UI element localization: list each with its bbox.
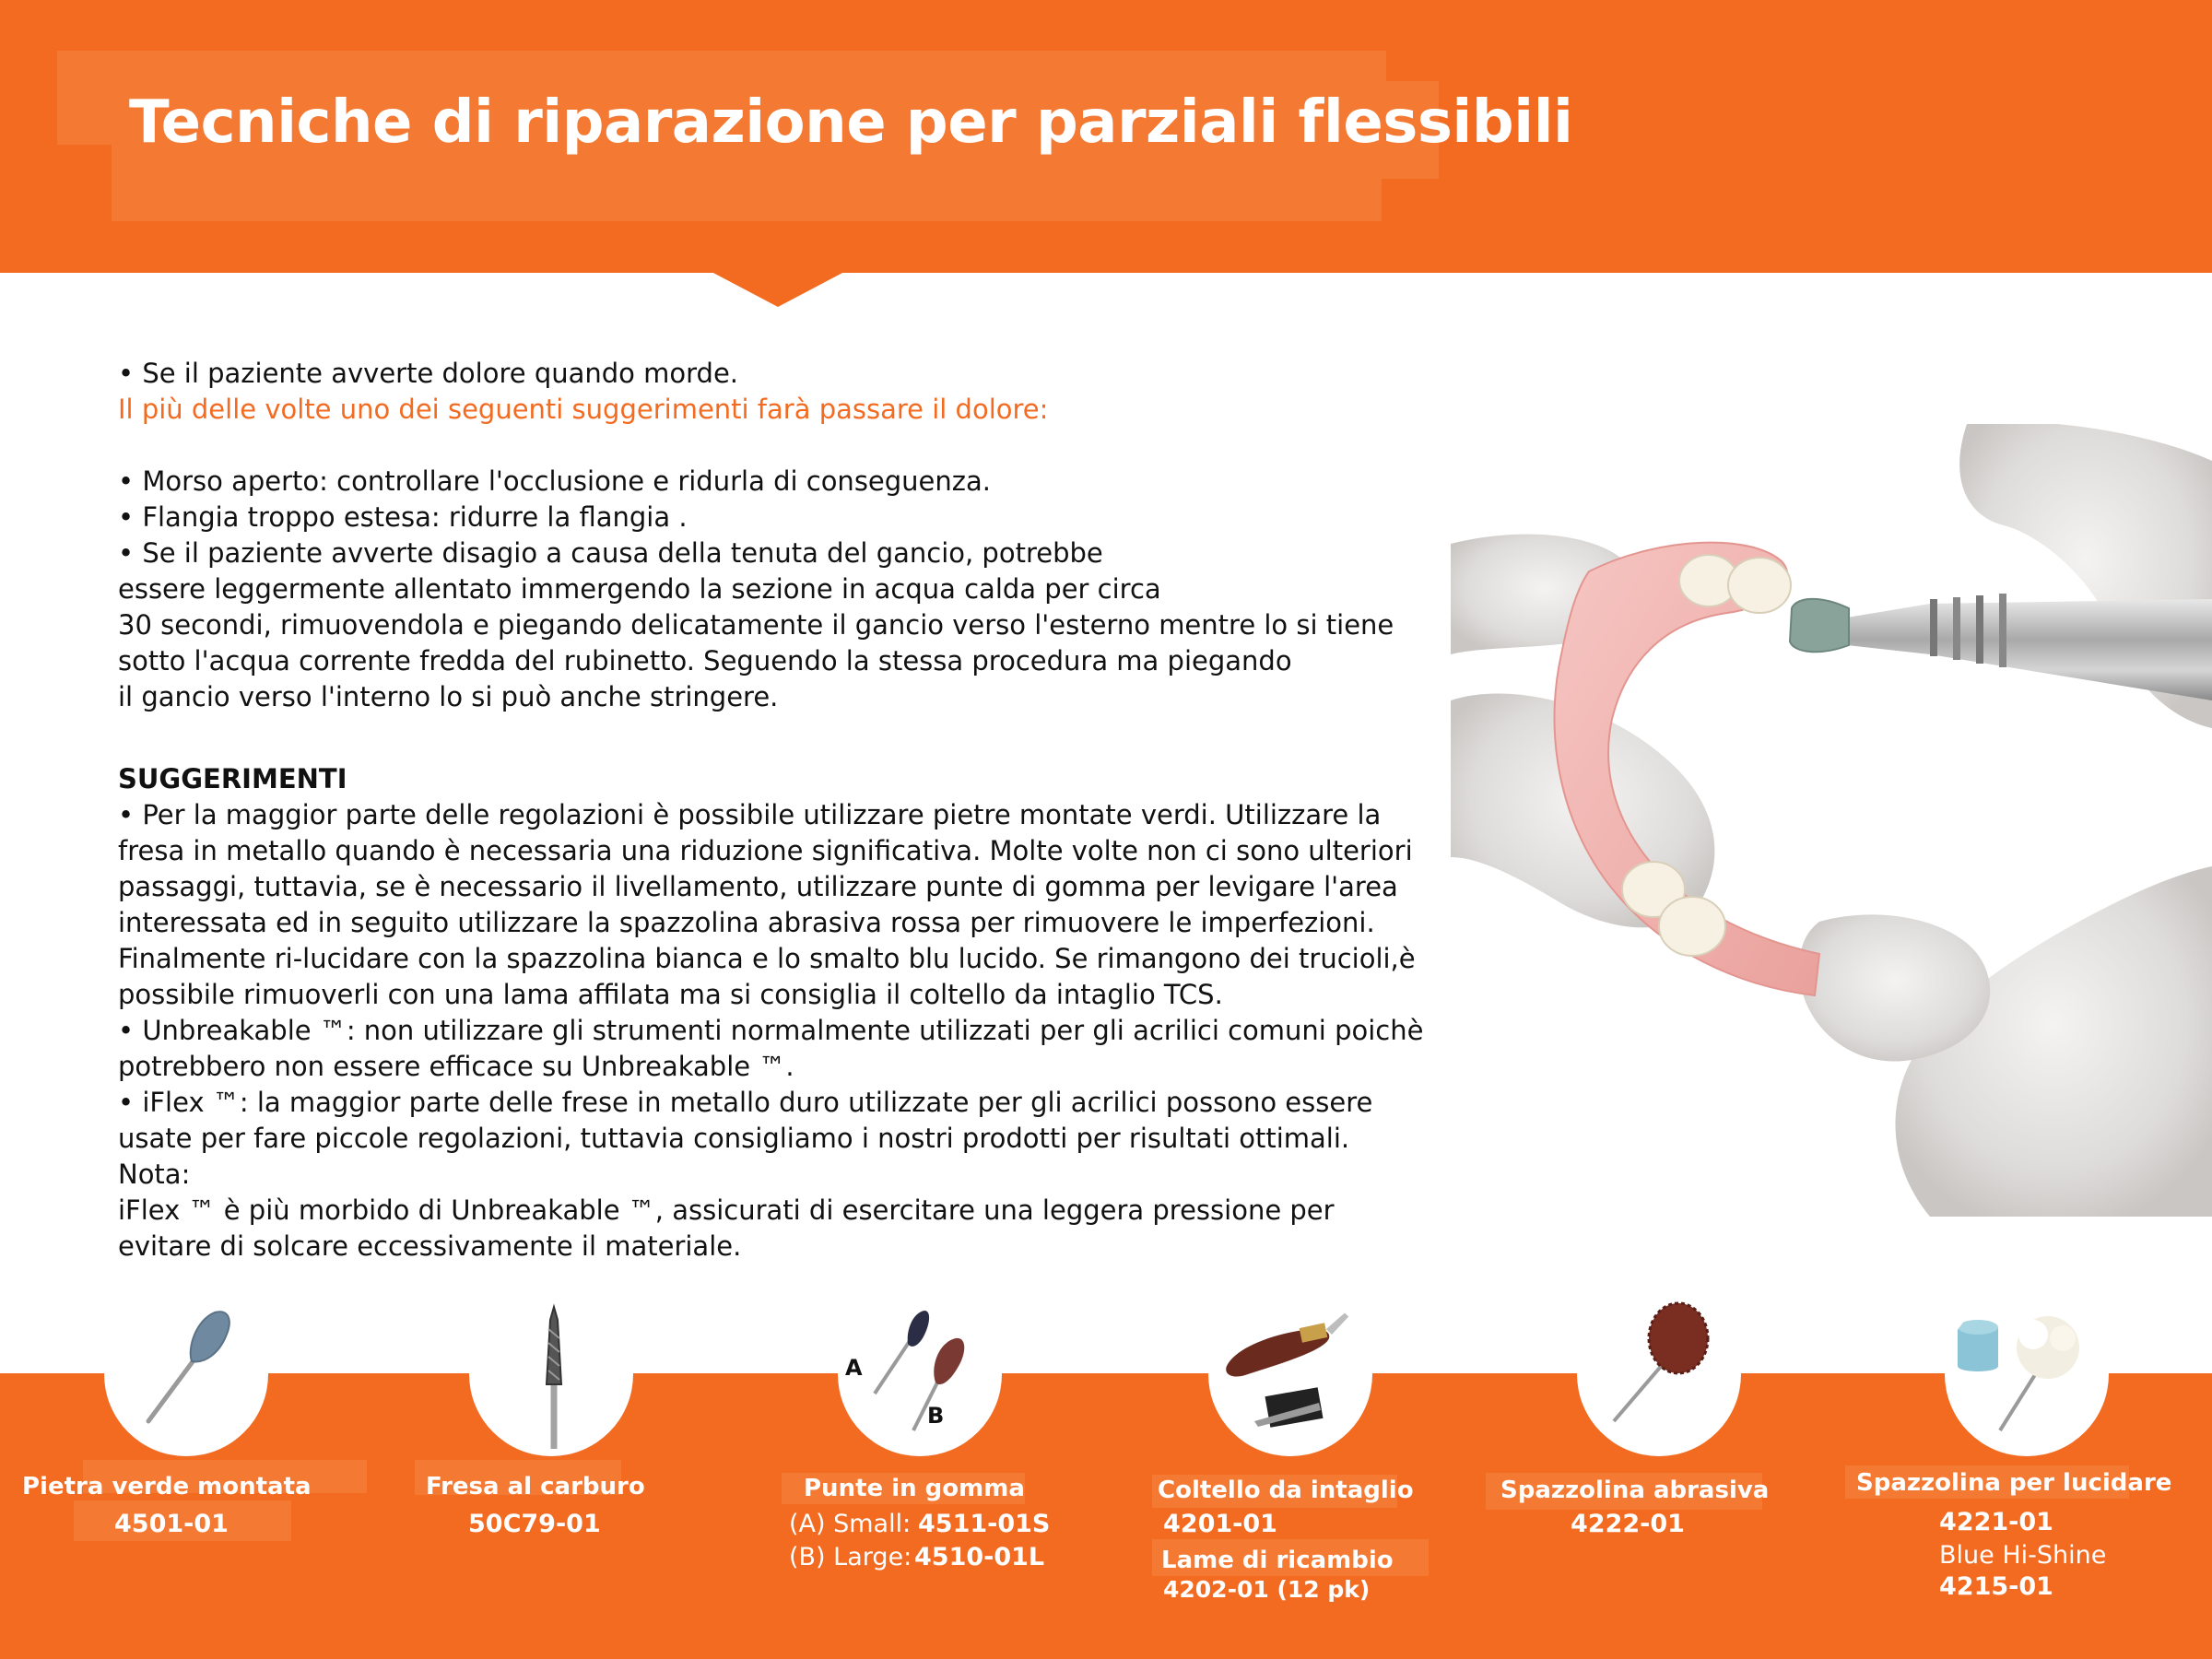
suggestion-line: iFlex ™ è più morbido di Unbreakable ™, assicurati di esercitare una leggera pressione per (118, 1194, 1335, 1226)
suggestion-line: Finalmente ri-lucidare con la spazzolina bianca e lo smalto blu lucido. Se rimangono dei trucioli,è (118, 943, 1416, 974)
product-code: 4202-01 (12 pk) (1163, 1576, 1371, 1603)
product-code: 4215-01 (1939, 1572, 2053, 1601)
suggestion-line: usate per fare piccole regolazioni, tuttavia consigliamo i nostri prodotti per risultati ottimali. (118, 1123, 1350, 1154)
product-image-carving-knife (1208, 1292, 1372, 1456)
product-image-rubber-points (838, 1292, 1002, 1456)
suggestion-line: • Per la maggior parte delle regolazioni è possibile utilizzare pietre montate verdi. Utilizzare la (118, 799, 1382, 830)
suggestion-line: possibile rimuoverli con una lama affilata ma si consiglia il coltello da intaglio TCS. (118, 979, 1223, 1010)
suggestion-line: fresa in metallo quando è necessaria una riduzione significativa. Molte volte non ci sono ulteriori (118, 835, 1413, 866)
tip-line: • Flangia troppo estesa: ridurre la flangia . (118, 501, 688, 533)
product-code: 50C79-01 (468, 1510, 601, 1538)
product-code: 4501-01 (114, 1510, 229, 1538)
suggestion-line: passaggi, tuttavia, se è necessario il livellamento, utilizzare punte di gomma per levigare l'area (118, 871, 1398, 902)
product-name: Spazzolina abrasiva (1500, 1477, 1770, 1504)
suggestion-line: interessata ed in seguito utilizzare la spazzolina abrasiva rossa per rimuovere le imperfezioni. (118, 907, 1375, 938)
suggestions-heading: SUGGERIMENTI (118, 763, 347, 794)
denture-photo (1451, 424, 2212, 1217)
marker-a: A (845, 1355, 863, 1381)
product-code: 4221-01 (1939, 1508, 2053, 1536)
intro-highlight: Il più delle volte uno dei seguenti suggerimenti farà passare il dolore: (118, 394, 1049, 425)
tip-line: 30 secondi, rimuovendola e piegando delicatamente il gancio verso l'esterno mentre lo si tiene (118, 609, 1394, 641)
product-size-label: (A) Small: (789, 1510, 912, 1538)
product-image-carbide-bur (469, 1292, 633, 1456)
suggestion-line: evitare di solcare eccessivamente il materiale. (118, 1230, 742, 1262)
product-name: Fresa al carburo (426, 1473, 645, 1500)
products-footer (0, 1373, 2212, 1659)
product-name: Pietra verde montata (22, 1473, 312, 1500)
tip-line: • Se il paziente avverte disagio a causa della tenuta del gancio, potrebbe (118, 537, 1103, 569)
product-name: Coltello da intaglio (1158, 1477, 1414, 1504)
tip-line: • Morso aperto: controllare l'occlusione e ridurla di conseguenza. (118, 465, 991, 497)
product-code: 4222-01 (1571, 1510, 1685, 1538)
product-name: Spazzolina per lucidare (1856, 1469, 2172, 1497)
marker-b: B (927, 1403, 945, 1429)
tip-line: il gancio verso l'interno lo si può anche stringere. (118, 681, 779, 712)
page-title: Tecniche di riparazione per parziali flessibili (129, 88, 1573, 157)
product-code: 4201-01 (1163, 1510, 1277, 1538)
suggestion-line: Nota: (118, 1159, 191, 1190)
suggestion-line: potrebbero non essere efficace su Unbreakable ™. (118, 1051, 794, 1082)
header-decoration (112, 179, 1382, 221)
product-code: 4510-01L (914, 1543, 1045, 1571)
header-notch (712, 272, 844, 307)
suggestion-line: • Unbreakable ™: non utilizzare gli strumenti normalmente utilizzati per gli acrilici comuni poichè (118, 1015, 1424, 1046)
tip-line: essere leggermente allentato immergendo la sezione in acqua calda per circa (118, 573, 1161, 605)
product-name: Lame di ricambio (1161, 1547, 1394, 1574)
suggestion-line: • iFlex ™: la maggior parte delle frese in metallo duro utilizzate per gli acrilici possono essere (118, 1087, 1373, 1118)
product-size-label: (B) Large: (789, 1543, 912, 1571)
product-code: 4511-01S (918, 1510, 1051, 1538)
product-image-mounted-stone (104, 1292, 268, 1456)
main-text (118, 356, 1424, 1265)
product-name: Blue Hi-Shine (1939, 1541, 2107, 1570)
product-image-abrasive-brush (1577, 1292, 1741, 1456)
intro-line: • Se il paziente avverte dolore quando morde. (118, 358, 739, 389)
product-name: Punte in gomma (804, 1475, 1025, 1502)
tip-line: sotto l'acqua corrente fredda del rubinetto. Seguendo la stessa procedura ma piegando (118, 645, 1292, 677)
product-image-polishing-brush (1945, 1292, 2109, 1456)
